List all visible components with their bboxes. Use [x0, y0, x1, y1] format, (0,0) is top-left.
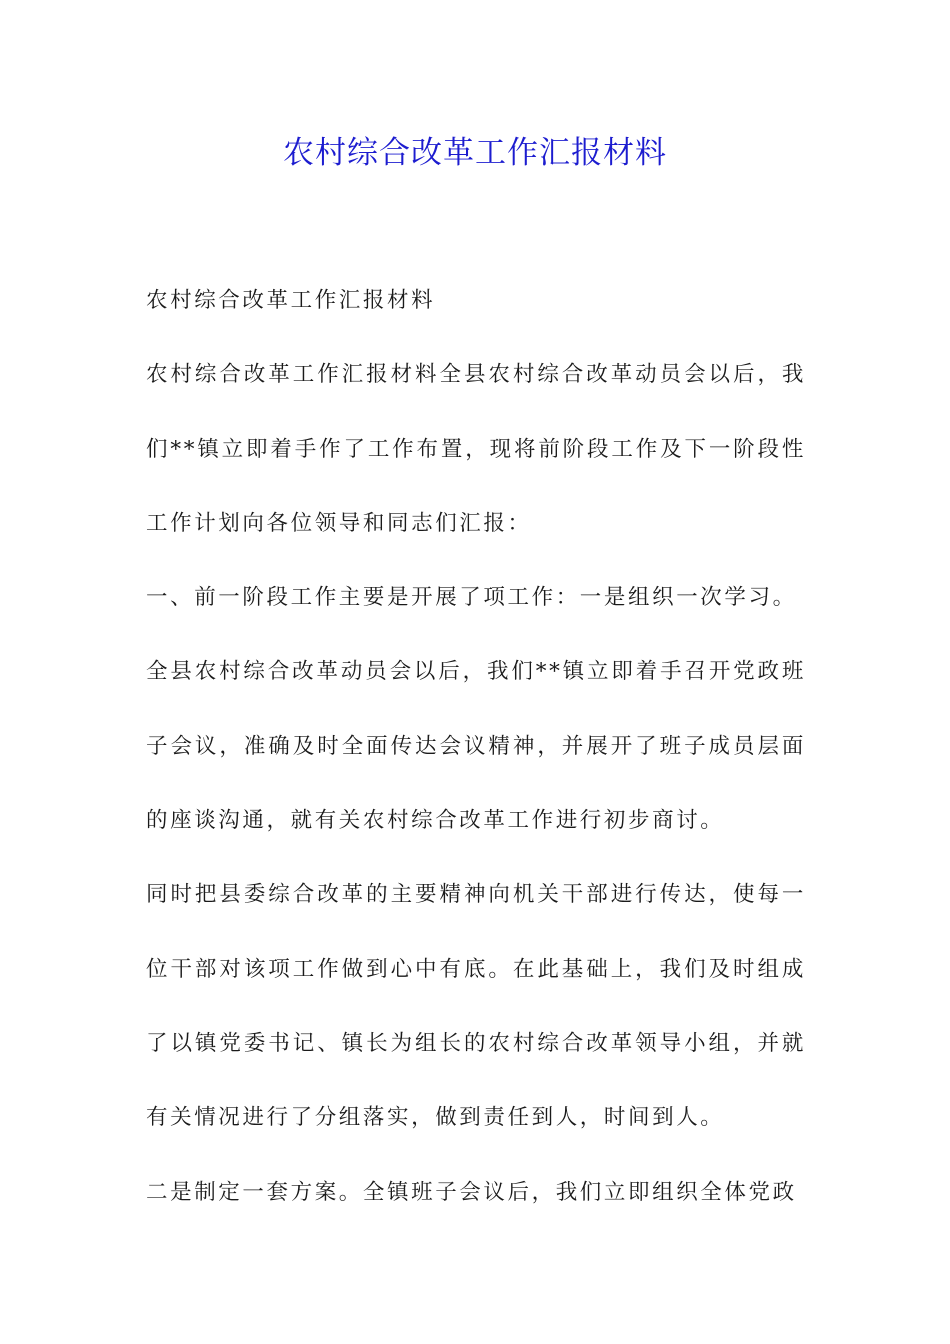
document-title: 农村综合改革工作汇报材料 [283, 135, 667, 171]
paragraph-plan: 二是制定一套方案。全镇班子会议后，我们立即组织全体党政 [146, 1179, 797, 1205]
paragraph-section-one: 一、前一阶段工作主要是开展了项工作：一是组织一次学习。 [146, 585, 797, 611]
paragraph-intro: 农村综合改革工作汇报材料全县农村综合改革动员会以后，我们**镇立即着手作了工作布置，现将前阶段工作及下一阶段性工作计划向各位领导和同志们汇报： [146, 362, 806, 536]
paragraph-study: 全县农村综合改革动员会以后，我们**镇立即着手召开党政班子会议，准确及时全面传达会议精神，并展开了班子成员层面的座谈沟通，就有关农村综合改革工作进行初步商讨。 [146, 659, 806, 834]
document-body [146, 264, 806, 1230]
paragraph-heading: 农村综合改革工作汇报材料 [146, 288, 436, 313]
paragraph-leading-group: 同时把县委综合改革的主要精神向机关干部进行传达，使每一位干部对该项工作做到心中有底。在此基础上，我们及时组成了以镇党委书记、镇长为组长的农村综合改革领导小组，并就有关情况进行了分组落实，做到责任到人，时间到人。 [146, 882, 806, 1131]
